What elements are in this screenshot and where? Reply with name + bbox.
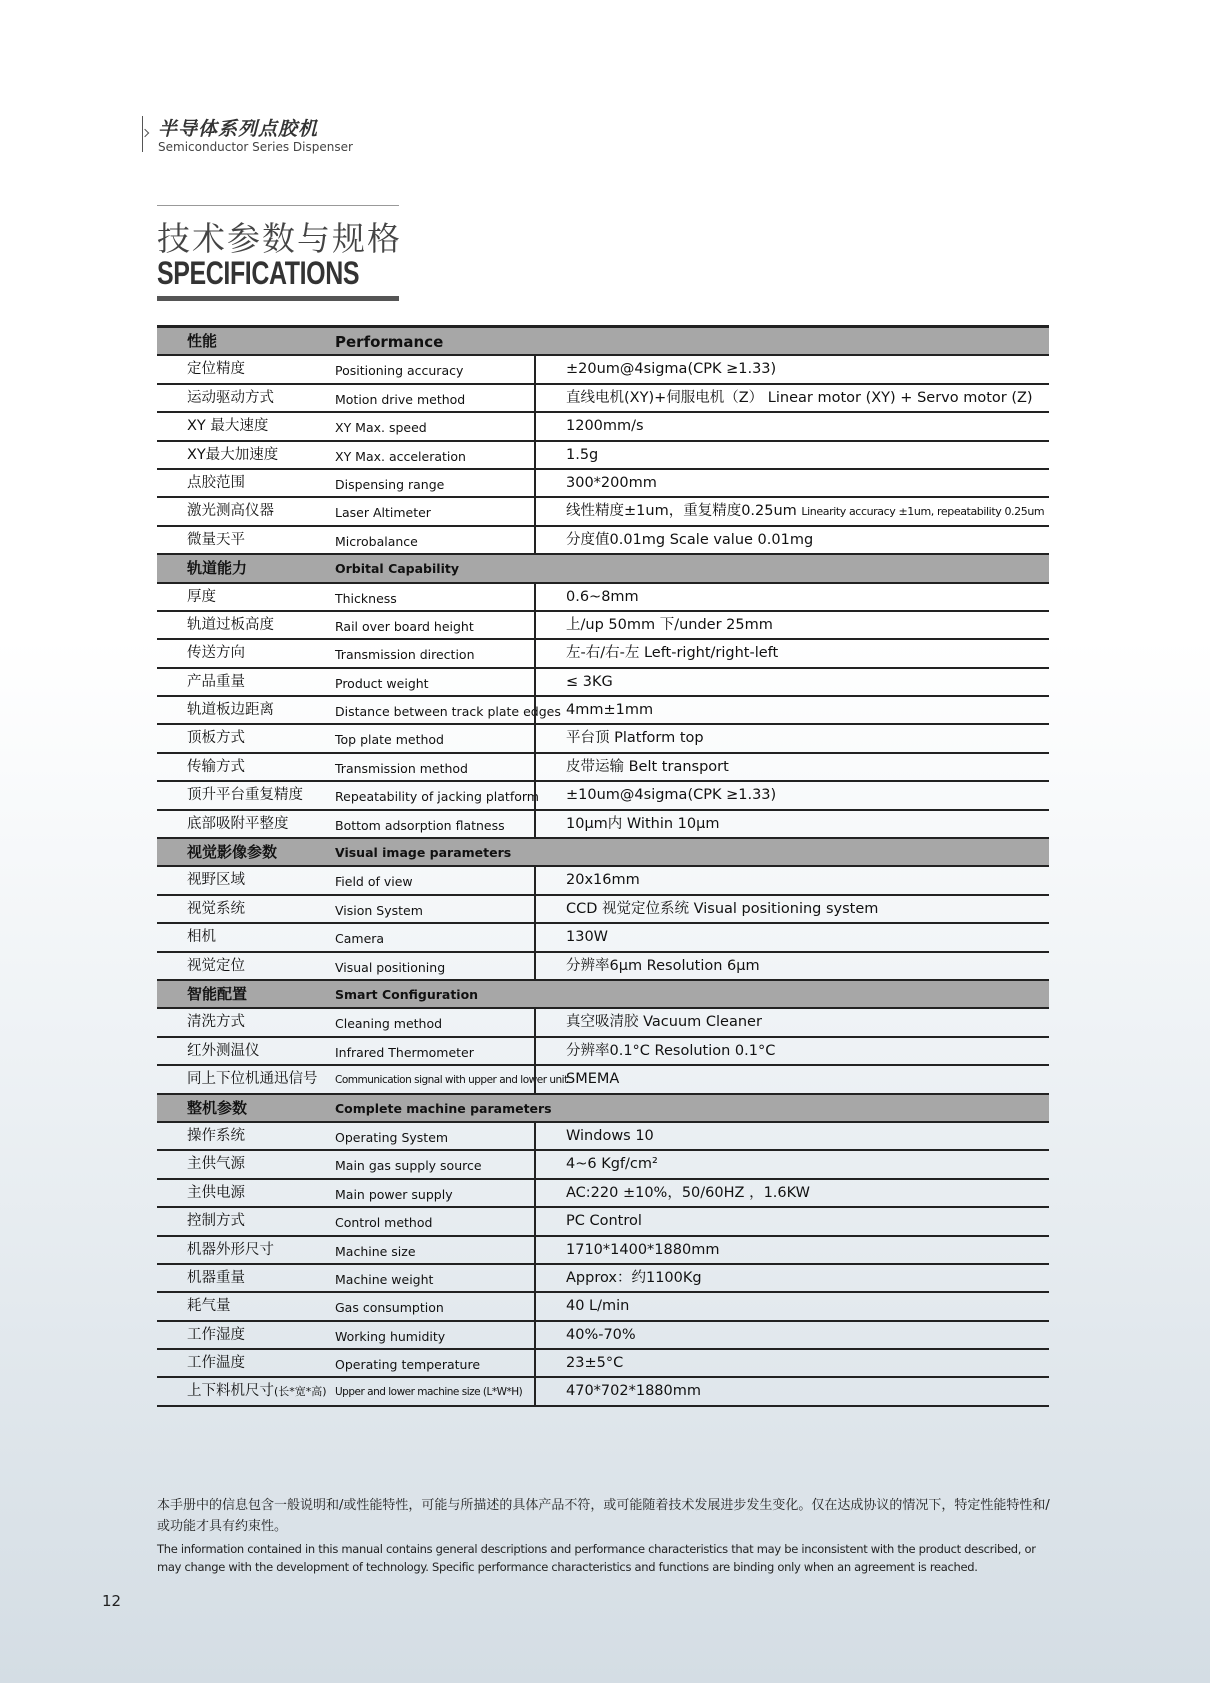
- spec-label-en: Field of view: [335, 874, 413, 890]
- spec-value: [534, 1208, 1049, 1234]
- spec-value: [534, 1038, 1049, 1064]
- spec-row: [157, 1265, 1049, 1293]
- spec-value: [534, 1180, 1049, 1206]
- spec-value-text: ±10um@4sigma(CPK ≥1.33): [566, 787, 777, 804]
- heading-divider: [157, 205, 399, 206]
- spec-label-cn: [187, 1322, 245, 1349]
- page-number: 12: [102, 1592, 122, 1610]
- spec-row: [157, 442, 1049, 470]
- spec-row: [157, 1151, 1049, 1179]
- spec-row: [157, 470, 1049, 498]
- spec-value: [534, 782, 1049, 808]
- spec-row: [157, 413, 1049, 441]
- section-header-row: [157, 981, 1049, 1009]
- spec-row: [157, 1208, 1049, 1236]
- spec-label-cn: [187, 1095, 247, 1122]
- spec-row: [157, 584, 1049, 612]
- spec-label-cn: [187, 527, 245, 554]
- spec-value: [534, 1123, 1049, 1149]
- spec-value: [534, 527, 1049, 553]
- spec-label-en: Smart Configuration: [335, 986, 479, 1002]
- spec-label-cn: [187, 1180, 245, 1207]
- spec-value-text: 上/up 50mm 下/under 25mm: [566, 616, 773, 633]
- spec-row: [157, 498, 1049, 526]
- brand-title-cn: 半导体系列点胶机: [158, 118, 319, 140]
- spec-value: [534, 811, 1049, 837]
- spec-value-text: 真空吸清胶 Vacuum Cleaner: [566, 1014, 762, 1031]
- spec-label-cn: [187, 867, 245, 894]
- spec-label-cn: [187, 584, 216, 611]
- spec-label-en: Motion drive method: [335, 391, 466, 407]
- spec-label-en: XY Max. speed: [335, 420, 427, 436]
- spec-label-cn-text: 轨道能力: [187, 559, 248, 578]
- spec-label-cn: [187, 442, 278, 469]
- spec-label-en: Machine weight: [335, 1271, 434, 1287]
- spec-value-text: 平台顶 Platform top: [566, 730, 704, 747]
- spec-value-text: 1.5g: [566, 446, 599, 463]
- spec-value: [534, 1265, 1049, 1291]
- spec-row: [157, 1350, 1049, 1378]
- spec-label-cn-text: 上下料机尺寸: [187, 1383, 274, 1400]
- spec-label-cn: [187, 697, 274, 724]
- spec-label-en: Operating temperature: [335, 1357, 481, 1373]
- spec-value-text: 10μm内 Within 10μm: [566, 815, 720, 832]
- spec-value: [534, 1237, 1049, 1263]
- spec-label-en: Orbital Capability: [335, 561, 459, 577]
- spec-label-en: Control method: [335, 1215, 433, 1231]
- spec-value-text: 130W: [566, 929, 609, 946]
- spec-label-cn: [187, 896, 245, 923]
- spec-value: [534, 924, 1049, 950]
- spec-label-cn-text: 运动驱动方式: [187, 389, 274, 406]
- spec-value-text: 左-右/右-左 Left-right/right-left: [566, 645, 779, 662]
- spec-value: [534, 413, 1049, 439]
- section-header-row: [157, 839, 1049, 867]
- spec-value: [534, 697, 1049, 723]
- spec-value: [534, 442, 1049, 468]
- spec-label-en: Camera: [335, 931, 385, 947]
- spec-row: [157, 924, 1049, 952]
- spec-row: [157, 953, 1049, 981]
- spec-value-text: 300*200mm: [566, 474, 657, 491]
- spec-label-cn: [187, 754, 245, 781]
- spec-label-cn-text: 机器重量: [187, 1269, 245, 1286]
- spec-value-text: 20x16mm: [566, 872, 640, 889]
- spec-label-cn-text: 耗气量: [187, 1298, 231, 1315]
- spec-value-text: Windows 10: [566, 1127, 654, 1144]
- spec-label-en: Main gas supply source: [335, 1158, 482, 1174]
- spec-value-text: CCD 视觉定位系统 Visual positioning system: [566, 900, 879, 917]
- spec-label-cn-note: (长*宽*高): [274, 1385, 327, 1399]
- spec-label-cn: [187, 839, 277, 866]
- spec-label-cn-text: 相机: [187, 929, 216, 946]
- spec-value-text: SMEMA: [566, 1071, 620, 1088]
- spec-label-en: Visual image parameters: [335, 845, 512, 861]
- spec-label-cn-text: 轨道过板高度: [187, 616, 274, 633]
- spec-value: [534, 669, 1049, 695]
- spec-label-en: Microbalance: [335, 533, 418, 549]
- spec-label-cn-text: 顶升平台重复精度: [187, 787, 303, 804]
- spec-label-cn: [187, 924, 216, 951]
- spec-label-en: Visual positioning: [335, 959, 446, 975]
- brand-bracket-icon: [142, 116, 151, 152]
- spec-row: [157, 669, 1049, 697]
- spec-label-en: Gas consumption: [335, 1300, 444, 1316]
- page-title-cn: 技术参数与规格: [157, 219, 402, 258]
- spec-row: [157, 640, 1049, 668]
- spec-label-en: Thickness: [335, 590, 397, 606]
- spec-label-cn: [187, 1350, 245, 1377]
- spec-label-cn-text: 性能: [187, 332, 218, 350]
- spec-value: [534, 584, 1049, 610]
- spec-label-cn-text: 厚度: [187, 588, 216, 605]
- spec-label-en: XY Max. acceleration: [335, 448, 466, 464]
- spec-value-text: ±20um@4sigma(CPK ≥1.33): [566, 361, 777, 378]
- spec-row: [157, 1123, 1049, 1151]
- spec-label-cn-text: 传送方向: [187, 645, 245, 662]
- spec-value-text: Approx：约1100Kg: [566, 1269, 702, 1286]
- spec-label-cn-text: 工作温度: [187, 1355, 245, 1372]
- spec-value-text: 4~6 Kgf/cm²: [566, 1156, 658, 1173]
- spec-label-cn-text: 激光测高仪器: [187, 503, 274, 520]
- spec-label-cn: [187, 1293, 231, 1320]
- spec-value: [534, 385, 1049, 411]
- spec-row: [157, 1066, 1049, 1094]
- spec-label-cn-text: XY 最大速度: [187, 418, 269, 435]
- spec-label-cn-text: 底部吸附平整度: [187, 815, 289, 832]
- spec-value: [534, 896, 1049, 922]
- spec-value-text: ≤ 3KG: [566, 673, 613, 690]
- spec-label-en: Performance: [335, 333, 444, 351]
- spec-value-text: 0.6~8mm: [566, 588, 639, 605]
- spec-row: [157, 725, 1049, 753]
- spec-label-cn-text: 智能配置: [187, 984, 248, 1003]
- spec-label-en: Infrared Thermometer: [335, 1044, 474, 1060]
- spec-value: [534, 953, 1049, 979]
- spec-value-note: Linearity accuracy ±1um, repeatability 0.25um: [801, 505, 1045, 519]
- spec-label-cn-text: 视觉定位: [187, 957, 245, 974]
- spec-label-cn-text: 产品重量: [187, 673, 245, 690]
- spec-label-en: Operating System: [335, 1129, 449, 1145]
- spec-label-cn-text: 红外测温仪: [187, 1042, 260, 1059]
- spec-label-en: Product weight: [335, 675, 429, 691]
- spec-value: [534, 1293, 1049, 1319]
- spec-label-cn: [187, 782, 303, 809]
- heading-underline: [157, 296, 399, 301]
- spec-label-cn: [187, 470, 245, 497]
- spec-label-en: Rail over board height: [335, 618, 474, 634]
- spec-value-text: 1710*1400*1880mm: [566, 1241, 720, 1258]
- spec-label-en: Positioning accuracy: [335, 363, 464, 379]
- spec-row: [157, 1322, 1049, 1350]
- spec-label-cn-text: 微量天平: [187, 531, 245, 548]
- spec-value-text: 分辨率0.1°C Resolution 0.1°C: [566, 1042, 776, 1059]
- spec-label-en: Main power supply: [335, 1186, 453, 1202]
- spec-row: [157, 867, 1049, 895]
- spec-row: [157, 527, 1049, 555]
- spec-value: [534, 612, 1049, 638]
- spec-label-cn: [187, 1265, 245, 1292]
- spec-value: [534, 470, 1049, 496]
- spec-value-text: PC Control: [566, 1213, 642, 1230]
- spec-value: [534, 867, 1049, 893]
- spec-label-en: Bottom adsorption flatness: [335, 817, 505, 833]
- section-header-row: [157, 1095, 1049, 1123]
- spec-label-cn: [187, 498, 274, 525]
- spec-label-cn-text: 定位精度: [187, 361, 245, 378]
- spec-label-cn-text: 视觉系统: [187, 900, 245, 917]
- spec-label-cn-text: 整机参数: [187, 1098, 248, 1117]
- spec-label-cn-text: 工作湿度: [187, 1326, 245, 1343]
- spec-label-cn: [187, 385, 274, 412]
- spec-row: [157, 385, 1049, 413]
- spec-label-cn: [187, 640, 245, 667]
- spec-label-cn: [187, 555, 247, 582]
- spec-value: [534, 754, 1049, 780]
- spec-label-en: Transmission method: [335, 760, 468, 776]
- spec-label-cn-text: XY最大加速度: [187, 446, 279, 463]
- spec-value-text: 1200mm/s: [566, 418, 644, 435]
- spec-label-en: Upper and lower machine size (L*W*H): [335, 1386, 523, 1399]
- spec-row: [157, 1378, 1049, 1406]
- spec-label-cn: [187, 981, 247, 1008]
- spec-row: [157, 782, 1049, 810]
- spec-label-cn: [187, 811, 289, 838]
- spec-value: [534, 1009, 1049, 1035]
- section-header-row: [157, 555, 1049, 583]
- spec-value: [534, 725, 1049, 751]
- spec-row: [157, 356, 1049, 384]
- spec-label-en: Distance between track plate edges: [335, 704, 561, 720]
- spec-label-en: Working humidity: [335, 1328, 446, 1344]
- disclaimer-en: The information contained in this manual contains general descriptions and performance characteristics that may be inconsistent with the product described, or may change with the development of technology. Specific performance characteristics and functions are binding only when an agreement is reached.: [157, 1542, 1036, 1574]
- spec-value: [534, 356, 1049, 382]
- spec-label-en: Top plate method: [335, 732, 444, 748]
- spec-label-cn-text: 轨道板边距离: [187, 702, 274, 719]
- spec-label-en: Machine size: [335, 1243, 416, 1259]
- spec-row: [157, 896, 1049, 924]
- spec-row: [157, 1038, 1049, 1066]
- spec-label-cn: [187, 1208, 245, 1235]
- spec-label-cn: [187, 669, 245, 696]
- spec-value: [534, 1322, 1049, 1348]
- spec-value: [534, 640, 1049, 666]
- spec-label-en: Cleaning method: [335, 1016, 443, 1032]
- spec-label-cn-text: 控制方式: [187, 1213, 245, 1230]
- spec-value: [534, 1378, 1049, 1404]
- spec-row: [157, 1009, 1049, 1037]
- spec-label-en: Communication signal with upper and lower unit: [335, 1074, 568, 1087]
- spec-label-cn-text: 点胶范围: [187, 474, 245, 491]
- spec-label-cn: [187, 328, 217, 355]
- brand-title-en: Semiconductor Series Dispenser: [158, 140, 353, 154]
- spec-value-text: 23±5°C: [566, 1355, 624, 1372]
- spec-row: [157, 697, 1049, 725]
- spec-table: [157, 325, 1049, 1407]
- spec-label-cn: [187, 413, 268, 440]
- spec-label-cn-text: 同上下位机通迅信号: [187, 1071, 318, 1088]
- spec-label-cn: [187, 1123, 245, 1150]
- spec-value-text: 皮带运输 Belt transport: [566, 758, 729, 775]
- spec-label-cn-text: 主供电源: [187, 1184, 245, 1201]
- spec-row: [157, 754, 1049, 782]
- spec-label-cn: [187, 1038, 260, 1065]
- spec-label-cn-text: 主供气源: [187, 1156, 245, 1173]
- spec-row: [157, 811, 1049, 839]
- spec-label-cn: [187, 1151, 245, 1178]
- spec-label-cn: [187, 953, 245, 980]
- spec-value-text: 470*702*1880mm: [566, 1383, 702, 1400]
- spec-value-text: 线性精度±1um，重复精度0.25um: [566, 503, 797, 520]
- spec-label-cn-text: 机器外形尺寸: [187, 1241, 274, 1258]
- spec-label-cn-text: 视野区域: [187, 872, 245, 889]
- spec-label-cn: [187, 1066, 318, 1093]
- spec-label-en: Repeatability of jacking platform: [335, 789, 539, 805]
- spec-label-en: Dispensing range: [335, 476, 445, 492]
- spec-value: [534, 1066, 1049, 1092]
- spec-label-cn-text: 顶板方式: [187, 730, 245, 747]
- spec-label-en: Laser Altimeter: [335, 505, 431, 521]
- spec-label-cn: [187, 356, 245, 383]
- disclaimer-cn: 本手册中的信息包含一般说明和/或性能特性，可能与所描述的具体产品不符，或可能随着技术发展进步发生变化。仅在达成协议的情况下，特定性能特性和/或功能才具有约束性。: [157, 1498, 1050, 1534]
- spec-value-text: AC:220 ±10%，50/60HZ ，1.6KW: [566, 1184, 810, 1201]
- spec-row: [157, 1293, 1049, 1321]
- spec-label-cn: [187, 1378, 327, 1405]
- section-header-row: [157, 328, 1049, 356]
- spec-label-en: Complete machine parameters: [335, 1100, 552, 1116]
- spec-value: [534, 498, 1049, 524]
- spec-label-cn: [187, 1009, 245, 1036]
- spec-label-en: Vision System: [335, 902, 423, 918]
- spec-label-cn-text: 视觉影像参数: [187, 843, 278, 862]
- spec-label-cn-text: 传输方式: [187, 758, 245, 775]
- spec-label-cn: [187, 612, 274, 639]
- spec-value-text: 直线电机(XY)+伺服电机（Z） Linear motor (XY) + Servo motor (Z): [566, 389, 1033, 406]
- spec-value-text: 40%-70%: [566, 1326, 636, 1343]
- spec-value-text: 分度值0.01mg Scale value 0.01mg: [566, 531, 814, 548]
- spec-value: [534, 1151, 1049, 1177]
- spec-label-cn-text: 清洗方式: [187, 1014, 245, 1031]
- spec-value: [534, 1350, 1049, 1376]
- spec-row: [157, 612, 1049, 640]
- disclaimer: [157, 1495, 1057, 1576]
- spec-value-text: 40 L/min: [566, 1298, 630, 1315]
- spec-row: [157, 1237, 1049, 1265]
- spec-label-en: Transmission direction: [335, 647, 475, 663]
- spec-label-cn: [187, 1237, 274, 1264]
- spec-row: [157, 1180, 1049, 1208]
- spec-label-cn: [187, 725, 245, 752]
- page-title-en: SPECIFICATIONS: [157, 255, 360, 291]
- spec-value-text: 分辨率6μm Resolution 6μm: [566, 957, 760, 974]
- spec-label-cn-text: 操作系统: [187, 1127, 245, 1144]
- spec-value-text: 4mm±1mm: [566, 702, 654, 719]
